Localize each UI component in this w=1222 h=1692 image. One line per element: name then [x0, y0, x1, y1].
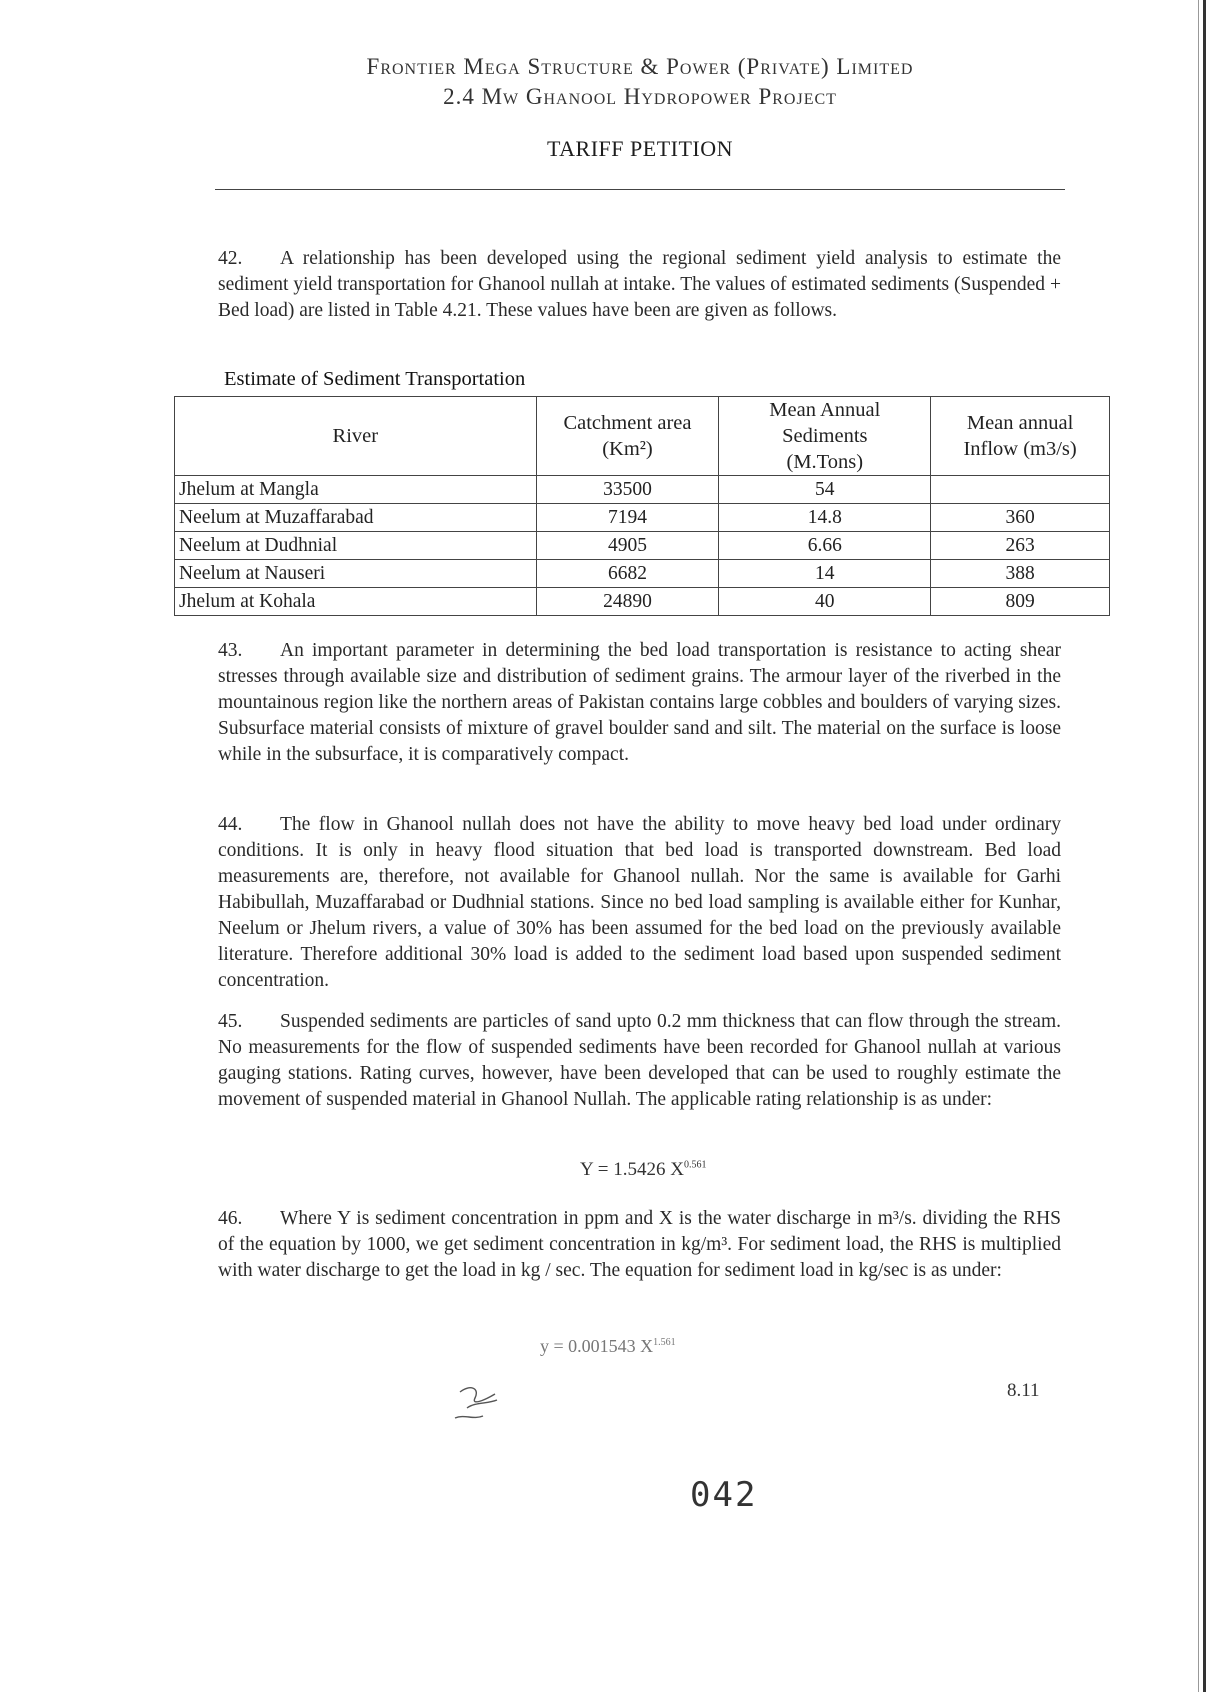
cell-catchment: 33500: [536, 476, 719, 504]
cell-catchment: 7194: [536, 504, 719, 532]
table-row: [175, 532, 1110, 560]
paragraph-text: A relationship has been developed using the regional sediment yield analysis to estimate the sediment yield transportation for Ghanool nullah at intake. The values of estimated sediments (Suspended + Bed load) are listed in Table 4.21. These values have been are given as follows.: [218, 248, 1061, 321]
cell-river: Jhelum at Mangla: [175, 476, 537, 504]
paragraph-number: 46.: [218, 1208, 243, 1229]
table-row: [175, 588, 1110, 616]
signature-mark: [445, 1380, 515, 1425]
page-number: 8.11: [1007, 1380, 1040, 1401]
paragraph-text: Where Y is sediment concentration in ppm and X is the water discharge in m³/s. dividing the RHS of the equation by 1000, we get sediment concentration in kg/m³. For sediment load, the RHS is multiplied with water discharge to get the load in kg / sec. The equation for sediment load in kg/sec is as under:: [218, 1208, 1061, 1281]
paragraph-42: [218, 246, 1061, 324]
table-row: [175, 504, 1110, 532]
paragraph-text: An important parameter in determining the bed load transportation is resistance to acting shear stresses through available size and distribution of sediment grains. The armour layer of the riverbed in the mountainous region like the northern areas of Pakistan contains large cobbles and boulders of varying sizes. Subsurface material consists of mixture of gravel boulder sand and silt. The material on the surface is loose while in the subsurface, it is comparatively compact.: [218, 640, 1061, 765]
cell-catchment: 6682: [536, 560, 719, 588]
paragraph-number: 42.: [218, 248, 243, 269]
cell-river: Neelum at Dudhnial: [175, 532, 537, 560]
cell-inflow: 388: [931, 560, 1110, 588]
paragraph-46: [218, 1206, 1061, 1284]
header-divider: [215, 189, 1065, 190]
cell-river: Neelum at Muzaffarabad: [175, 504, 537, 532]
equation-exponent: 1.561: [653, 1337, 676, 1348]
cell-sediments: 40: [719, 588, 931, 616]
sediment-table: [174, 396, 1110, 616]
paragraph-text: The flow in Ghanool nullah does not have the ability to move heavy bed load under ordinary conditions. It is only in heavy flood situation that bed load is transported downstream. Bed load measurements are, therefore, not available for Ghanool nullah. Nor the same is available for Garhi Habibullah, Muzaffarabad or Dudhnial stations. Since no bed load sampling is available either for Kunhar, Neelum or Jhelum rivers, a value of 30% has been assumed for the bed load on the previously available literature. Therefore additional 30% load is added to the sediment load based upon suspended sediment concentration.: [218, 814, 1061, 991]
cell-inflow: 360: [931, 504, 1110, 532]
table-row: [175, 560, 1110, 588]
table-title: Estimate of Sediment Transportation: [224, 368, 526, 390]
sediment-load-equation: y = 0.001543 $X^{1.561}$: [540, 1336, 676, 1356]
cell-river: Neelum at Nauseri: [175, 560, 537, 588]
paragraph-43: [218, 638, 1061, 768]
header-sediments: Mean Annual Sediments (M.Tons): [719, 397, 931, 476]
document-type: TARIFF PETITION: [546, 136, 733, 161]
page-edge-line: [1203, 0, 1206, 1692]
table-row: [175, 476, 1110, 504]
cell-river: Jhelum at Kohala: [175, 588, 537, 616]
cell-inflow: [931, 476, 1110, 504]
header-river: River: [175, 397, 537, 476]
cell-sediments: 14: [719, 560, 931, 588]
equation-exponent: 0.561: [683, 1159, 707, 1171]
table-header-row: [175, 397, 1110, 476]
cell-inflow: 809: [931, 588, 1110, 616]
paragraph-number: 45.: [218, 1011, 243, 1032]
paragraph-number: 43.: [218, 640, 243, 661]
paragraph-text: Suspended sediments are particles of sand upto 0.2 mm thickness that can flow through the stream. No measurements for the flow of suspended sediments have been recorded for Ghanool nullah at various gauging stations. Rating curves, however, have been developed that can be used to roughly estimate the movement of suspended material in Ghanool Nullah. The applicable rating relationship is as under:: [218, 1011, 1061, 1110]
company-name: Frontier Mega Structure & Power (Private) Limited: [366, 54, 914, 79]
cell-inflow: 263: [931, 532, 1110, 560]
paragraph-number: 44.: [218, 814, 243, 835]
cell-sediments: 54: [719, 476, 931, 504]
header-inflow: Mean annual Inflow (m3/s): [931, 397, 1110, 476]
document-header: [215, 52, 1065, 162]
rating-equation: Y = 1.5426 $X^{0.561}$: [580, 1159, 707, 1180]
project-name: 2.4 Mw Ghanool Hydropower Project: [443, 84, 837, 109]
cell-catchment: 24890: [536, 588, 719, 616]
header-catchment: Catchment area (Km²): [536, 397, 719, 476]
cell-catchment: 4905: [536, 532, 719, 560]
cell-sediments: 14.8: [719, 504, 931, 532]
paragraph-44: [218, 812, 1061, 994]
cell-sediments: 6.66: [719, 532, 931, 560]
page-edge-shadow: [1198, 0, 1199, 1692]
page-stamp-number: 042: [690, 1475, 758, 1515]
paragraph-45: [218, 1009, 1061, 1113]
